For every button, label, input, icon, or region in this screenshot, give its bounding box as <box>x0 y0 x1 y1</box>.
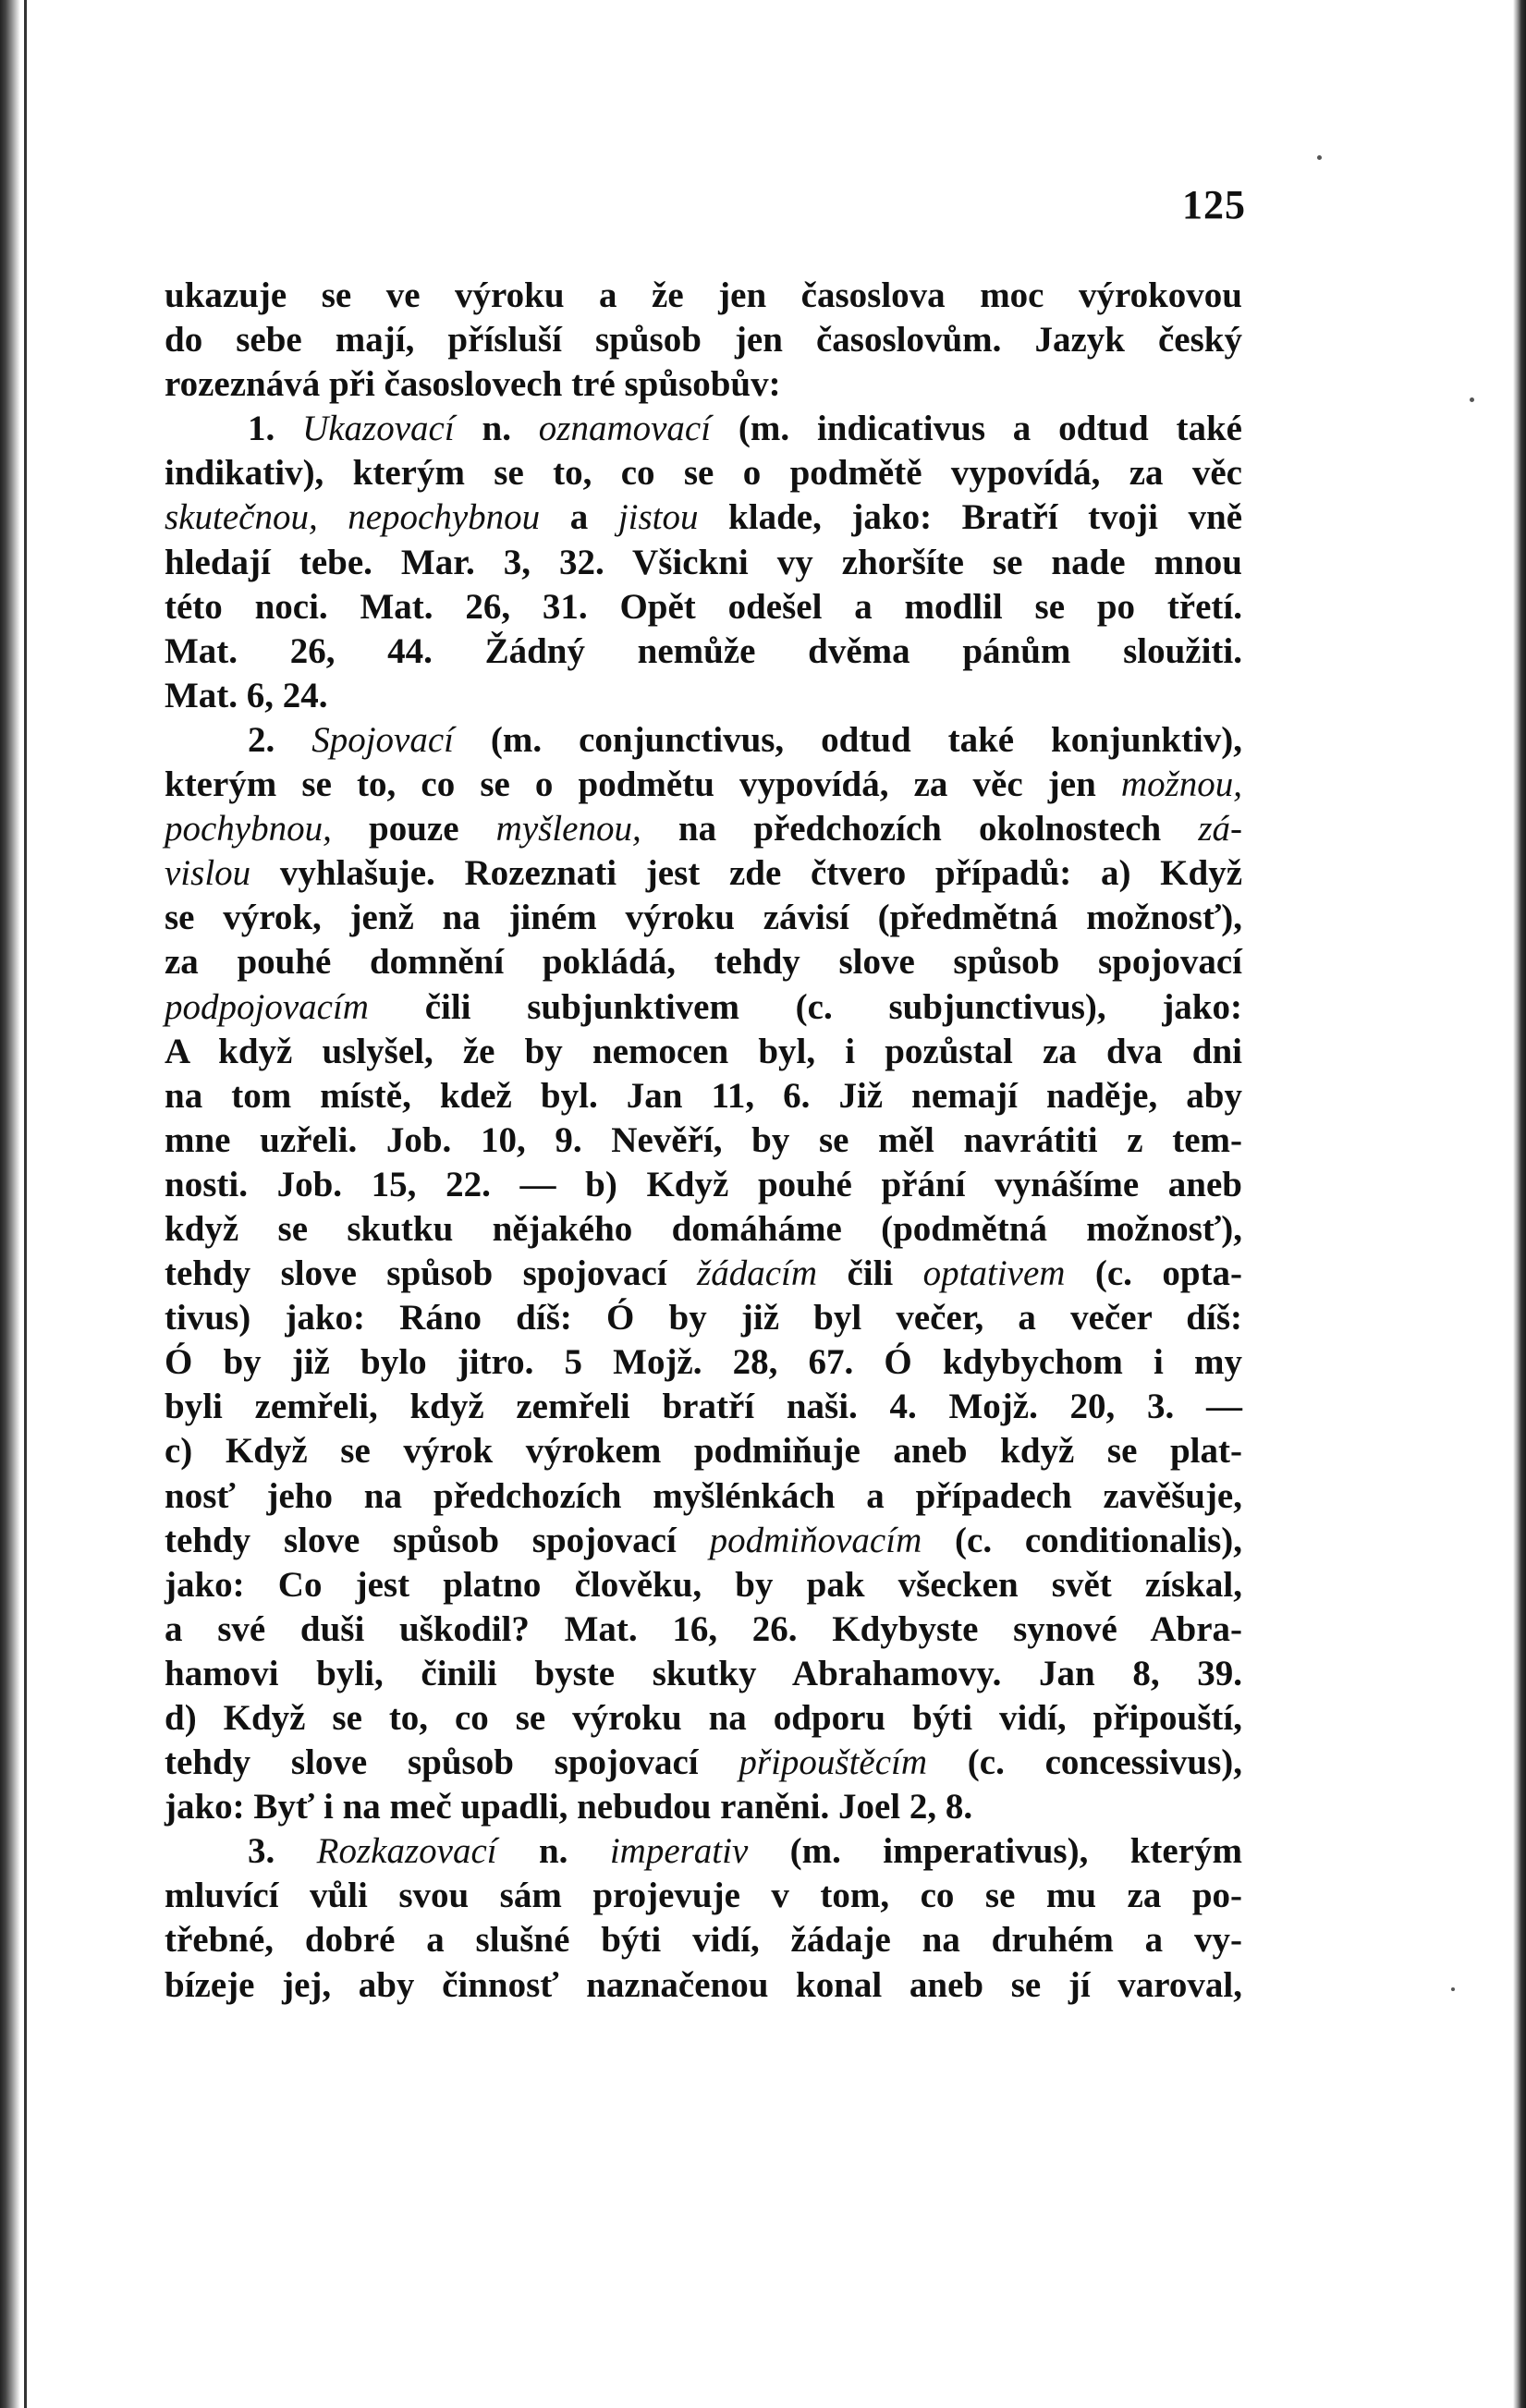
italic-term: skutečnou, nepochybnou <box>165 497 541 538</box>
text-run: (m. indicativus a odtud také <box>711 409 1242 449</box>
text-line <box>165 1829 1242 1874</box>
text-line <box>165 1118 1242 1163</box>
text-run: Mat. 26, 44. Žádný nemůže dvěma pánům sloužiti. <box>165 630 1242 671</box>
text-run: (m. imperativus), kterým <box>748 1831 1242 1872</box>
text-run: čili subjunktivem (c. subjunctivus), jako: <box>368 986 1242 1027</box>
text-run: nosti. Job. 15, 22. — b) Když pouhé přání vynášíme aneb <box>165 1164 1242 1204</box>
text-line <box>165 318 1242 362</box>
text-line <box>165 1030 1242 1074</box>
text-run: a <box>540 497 618 538</box>
text-line <box>165 1918 1242 1962</box>
text-line <box>165 1963 1242 2008</box>
text-run: ukazuje se ve výroku a že jen časoslova moc výrokovou <box>165 275 1242 315</box>
italic-term: připouštěcím <box>739 1742 928 1783</box>
text-run: 2. <box>248 719 312 760</box>
text-run: pouze <box>331 809 496 850</box>
scan-edge-right <box>1513 0 1526 2408</box>
text-run: kterým se to, co se o podmětu vypovídá, za věc jen <box>165 764 1121 805</box>
text-line <box>165 1252 1242 1296</box>
text-run: d) Když se to, co se výroku na odporu býti vidí, připouští, <box>165 1698 1242 1738</box>
text-line <box>165 1340 1242 1385</box>
text-line <box>165 274 1242 318</box>
text-run: Ó by již bylo jitro. 5 Mojž. 28, 67. Ó kdybychom i my <box>165 1342 1242 1383</box>
text-line <box>165 451 1242 495</box>
text-run: do sebe mají, přísluší spůsob jen časoslovům. Jazyk český <box>165 320 1242 361</box>
text-line <box>165 940 1242 984</box>
text-run: vyhlašuje. Rozeznati jest zde čtvero případů: a) Když <box>250 853 1242 894</box>
text-run: byli zemřeli, když zemřeli bratří naši. 4. Mojž. 20, 3. — <box>165 1387 1242 1427</box>
text-run: klade, jako: Bratří tvoji vně <box>698 497 1242 538</box>
text-line <box>165 1741 1242 1785</box>
text-line <box>165 1563 1242 1607</box>
text-run: mne uzřeli. Job. 10, 9. Nevěří, by se měl navrátiti z tem- <box>165 1119 1242 1160</box>
italic-term: optativem <box>922 1253 1066 1294</box>
text-line <box>165 362 1242 407</box>
text-run: jako: Byť i na meč upadli, nebudou raněni. Joel 2, 8. <box>165 1787 973 1827</box>
text-line <box>165 1385 1242 1429</box>
text-line <box>165 851 1242 896</box>
italic-term: možnou, <box>1120 764 1242 805</box>
scan-speck <box>1317 155 1322 160</box>
scan-edge-left <box>0 0 20 2408</box>
text-run: (c. concessivus), <box>927 1742 1242 1783</box>
text-line <box>165 541 1242 585</box>
text-run: za pouhé domnění pokládá, tehdy slove spůsob spojovací <box>165 942 1242 983</box>
text-run: nosť jeho na předchozích myšlénkách a případech zavěšuje, <box>165 1475 1242 1516</box>
text-run: c) Když se výrok výrokem podmiňuje aneb když se plat- <box>165 1431 1242 1472</box>
text-run: Mat. 6, 24. <box>165 675 328 715</box>
text-run: když se skutku nějakého domáháme (podmětná možnosť), <box>165 1208 1242 1249</box>
text-line <box>165 1296 1242 1340</box>
italic-term: myšlenou, <box>495 809 641 850</box>
italic-term: Rozkazovací <box>316 1831 497 1872</box>
text-line <box>165 1696 1242 1741</box>
italic-term: podpojovacím <box>165 986 369 1027</box>
text-line <box>165 763 1242 807</box>
italic-term: pochybnou, <box>165 809 332 850</box>
scan-speck <box>1451 1987 1455 1991</box>
text-line <box>165 1607 1242 1652</box>
text-run: hledají tebe. Mar. 3, 32. Všickni vy zhoršíte se nade mnou <box>165 542 1242 582</box>
text-run: (c. opta- <box>1065 1253 1242 1294</box>
text-run: A když uslyšel, že by nemocen byl, i pozůstal za dva dni <box>165 1031 1242 1071</box>
text-run: (c. conditionalis), <box>922 1520 1242 1560</box>
italic-term: Ukazovací <box>302 409 455 449</box>
text-line <box>165 1874 1242 1918</box>
text-line <box>165 1429 1242 1473</box>
text-line <box>165 718 1242 763</box>
text-run: třebné, dobré a slušné býti vidí, žádaje na druhém a vy- <box>165 1920 1242 1961</box>
text-run: hamovi byli, činili byste skutky Abrahamovy. Jan 8, 39. <box>165 1653 1242 1693</box>
text-line <box>165 1519 1242 1563</box>
text-run: na tom místě, kdež byl. Jan 11, 6. Již nemají naděje, aby <box>165 1075 1242 1116</box>
text-line <box>165 1163 1242 1207</box>
text-line <box>165 495 1242 540</box>
italic-term: Spojovací <box>311 719 454 760</box>
text-run: a své duši uškodil? Mat. 16, 26. Kdybyste synové Abra- <box>165 1608 1242 1649</box>
text-line <box>165 1074 1242 1118</box>
text-run: bízeje jej, aby činnosť naznačenou konal aneb se jí varoval, <box>165 1964 1242 2005</box>
text-line <box>165 896 1242 940</box>
text-run: mluvící vůli svou sám projevuje v tom, co se mu za po- <box>165 1876 1242 1916</box>
text-line <box>165 985 1242 1030</box>
text-line <box>165 585 1242 630</box>
text-run: se výrok, jenž na jiném výroku závisí (předmětná možnosť), <box>165 898 1242 938</box>
italic-term: zá- <box>1198 809 1243 850</box>
text-run: tehdy slove spůsob spojovací <box>165 1742 739 1783</box>
text-run: 1. <box>248 409 303 449</box>
text-run: čili <box>817 1253 923 1294</box>
text-line <box>165 1785 1242 1829</box>
text-run: rozeznává při časoslovech tré spůsobův: <box>165 364 781 405</box>
text-run: n. <box>454 409 539 449</box>
italic-term: imperativ <box>609 1831 749 1872</box>
text-line <box>165 407 1242 451</box>
text-run: této noci. Mat. 26, 31. Opět odešel a modlil se po třetí. <box>165 586 1242 627</box>
page-number: 125 <box>1182 182 1246 227</box>
text-line <box>165 630 1242 674</box>
italic-term: žádacím <box>697 1253 818 1294</box>
text-run: indikativ), kterým se to, co se o podmětě vypovídá, za věc <box>165 453 1242 494</box>
text-run: (m. conjunctivus, odtud také konjunktiv), <box>453 719 1243 760</box>
text-run: n. <box>496 1831 610 1872</box>
text-line <box>165 1207 1242 1252</box>
italic-term: oznamovací <box>538 409 712 449</box>
text-run: 3. <box>248 1831 317 1872</box>
text-run: na předchozích okolnostech <box>641 809 1199 850</box>
text-run: tehdy slove spůsob spojovací <box>165 1253 698 1294</box>
text-line <box>165 807 1242 851</box>
body-text <box>165 274 1242 2008</box>
text-run: jako: Co jest platno člověku, by pak všecken svět získal, <box>165 1564 1242 1605</box>
scan-speck <box>1470 397 1474 402</box>
italic-term: vislou <box>165 853 251 894</box>
text-line <box>165 1474 1242 1519</box>
text-line <box>165 674 1242 718</box>
text-run: tivus) jako: Ráno díš: Ó by již byl večer, a večer díš: <box>165 1298 1242 1338</box>
text-line <box>165 1652 1242 1696</box>
italic-term: jistou <box>617 497 699 538</box>
italic-term: podmiňovacím <box>709 1520 922 1560</box>
text-run: tehdy slove spůsob spojovací <box>165 1520 710 1560</box>
page-border-line <box>24 0 27 2408</box>
